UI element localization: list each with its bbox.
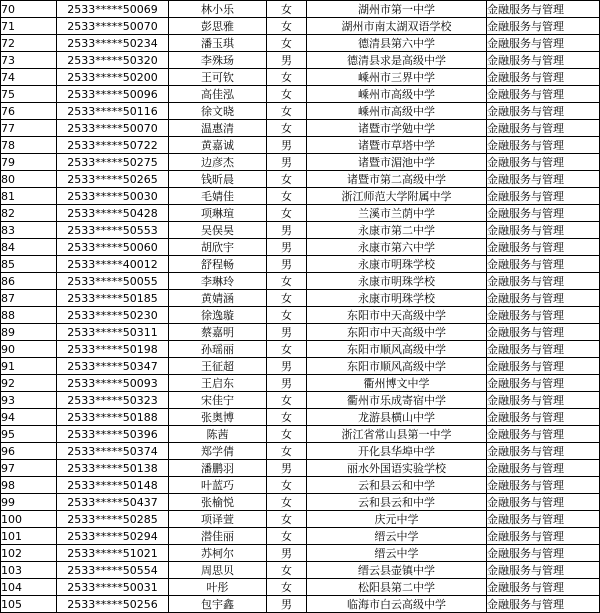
table-row [1,205,600,222]
student-name: 蔡嘉明 [169,324,267,341]
school-name: 云和县云和中学 [307,477,487,494]
student-gender: 女 [267,18,307,35]
student-gender: 女 [267,188,307,205]
student-id: 2533*****50553 [57,222,169,239]
row-number: 87 [1,290,57,307]
student-gender: 男 [267,460,307,477]
school-name: 诸暨市学勉中学 [307,120,487,137]
school-name: 浙江师范大学附属中学 [307,188,487,205]
school-name: 诸暨市湄池中学 [307,154,487,171]
major-name: 金融服务与管理 [487,460,600,477]
student-name: 胡欣宇 [169,239,267,256]
table-row [1,528,600,545]
row-number: 81 [1,188,57,205]
row-number: 95 [1,426,57,443]
row-number: 93 [1,392,57,409]
student-gender: 女 [267,86,307,103]
major-name: 金融服务与管理 [487,18,600,35]
student-id: 2533*****50437 [57,494,169,511]
major-name: 金融服务与管理 [487,103,600,120]
student-gender: 女 [267,69,307,86]
student-name: 叶彤 [169,579,267,596]
student-gender: 男 [267,137,307,154]
student-name: 徐逸璇 [169,307,267,324]
major-name: 金融服务与管理 [487,35,600,52]
student-gender: 女 [267,409,307,426]
school-name: 永康市明珠学校 [307,256,487,273]
student-id: 2533*****50096 [57,86,169,103]
school-name: 缙云中学 [307,545,487,562]
student-id: 2533*****50198 [57,341,169,358]
student-name: 包宇鑫 [169,596,267,613]
student-gender: 女 [267,443,307,460]
student-id: 2533*****50060 [57,239,169,256]
student-gender: 女 [267,171,307,188]
row-number: 100 [1,511,57,528]
school-name: 龙游县横山中学 [307,409,487,426]
student-name: 郑学倩 [169,443,267,460]
student-name: 张奥博 [169,409,267,426]
student-id: 2533*****50070 [57,120,169,137]
row-number: 79 [1,154,57,171]
student-name: 黄婧涵 [169,290,267,307]
row-number: 82 [1,205,57,222]
major-name: 金融服务与管理 [487,579,600,596]
table-row [1,273,600,290]
table-row [1,52,600,69]
student-id: 2533*****50285 [57,511,169,528]
major-name: 金融服务与管理 [487,273,600,290]
major-name: 金融服务与管理 [487,409,600,426]
school-name: 浙江省常山县第一中学 [307,426,487,443]
student-name: 钱昕晨 [169,171,267,188]
student-id: 2533*****50234 [57,35,169,52]
student-name: 徐文晓 [169,103,267,120]
student-gender: 女 [267,494,307,511]
school-name: 丽水外国语实验学校 [307,460,487,477]
student-gender: 女 [267,35,307,52]
major-name: 金融服务与管理 [487,52,600,69]
table-row [1,35,600,52]
row-number: 104 [1,579,57,596]
student-gender: 男 [267,256,307,273]
major-name: 金融服务与管理 [487,477,600,494]
student-gender: 女 [267,341,307,358]
row-number: 103 [1,562,57,579]
student-gender: 女 [267,579,307,596]
student-gender: 女 [267,528,307,545]
major-name: 金融服务与管理 [487,358,600,375]
row-number: 78 [1,137,57,154]
table-row [1,477,600,494]
student-name: 高佳泓 [169,86,267,103]
school-name: 东阳市顺风高级中学 [307,341,487,358]
school-name: 衢州市乐成寄宿中学 [307,392,487,409]
student-name: 潘玉琪 [169,35,267,52]
major-name: 金融服务与管理 [487,290,600,307]
student-id: 2533*****50069 [57,1,169,18]
table-row [1,239,600,256]
student-name: 张榆悦 [169,494,267,511]
table-row [1,341,600,358]
student-gender: 女 [267,477,307,494]
student-id: 2533*****50320 [57,52,169,69]
student-name: 林小乐 [169,1,267,18]
student-gender: 女 [267,426,307,443]
student-name: 彭思雅 [169,18,267,35]
row-number: 72 [1,35,57,52]
school-name: 永康市第二中学 [307,222,487,239]
table-row [1,69,600,86]
school-name: 嵊州市高级中学 [307,103,487,120]
row-number: 96 [1,443,57,460]
row-number: 80 [1,171,57,188]
table-row [1,154,600,171]
school-name: 永康市明珠学校 [307,273,487,290]
table-row [1,137,600,154]
school-name: 诸暨市草塔中学 [307,137,487,154]
row-number: 97 [1,460,57,477]
student-id: 2533*****40012 [57,256,169,273]
student-id: 2533*****50374 [57,443,169,460]
row-number: 77 [1,120,57,137]
table-row [1,171,600,188]
student-gender: 女 [267,290,307,307]
student-gender: 男 [267,324,307,341]
student-id: 2533*****50030 [57,188,169,205]
row-number: 89 [1,324,57,341]
student-id: 2533*****50148 [57,477,169,494]
student-gender: 女 [267,307,307,324]
school-name: 缙云县壶镇中学 [307,562,487,579]
table-row [1,1,600,18]
row-number: 90 [1,341,57,358]
school-name: 东阳市顺风高级中学 [307,358,487,375]
major-name: 金融服务与管理 [487,511,600,528]
school-name: 兰溪市兰荫中学 [307,205,487,222]
major-name: 金融服务与管理 [487,307,600,324]
row-number: 84 [1,239,57,256]
major-name: 金融服务与管理 [487,392,600,409]
student-id: 2533*****50294 [57,528,169,545]
table-row [1,409,600,426]
student-id: 2533*****50275 [57,154,169,171]
student-name: 李殊玚 [169,52,267,69]
student-name: 苏柯尔 [169,545,267,562]
table-row [1,596,600,613]
table-row [1,426,600,443]
school-name: 东阳市中天高级中学 [307,324,487,341]
table-row [1,579,600,596]
student-id: 2533*****50230 [57,307,169,324]
school-name: 松阳县第二中学 [307,579,487,596]
student-id: 2533*****50200 [57,69,169,86]
major-name: 金融服务与管理 [487,120,600,137]
major-name: 金融服务与管理 [487,375,600,392]
table-row [1,188,600,205]
school-name: 永康市第六中学 [307,239,487,256]
major-name: 金融服务与管理 [487,154,600,171]
table-row [1,460,600,477]
school-name: 德清县第六中学 [307,35,487,52]
row-number: 73 [1,52,57,69]
row-number: 74 [1,69,57,86]
row-number: 98 [1,477,57,494]
school-name: 诸暨市第二高级中学 [307,171,487,188]
student-gender: 男 [267,375,307,392]
student-id: 2533*****50722 [57,137,169,154]
school-name: 嵊州市三界中学 [307,69,487,86]
table-row [1,375,600,392]
major-name: 金融服务与管理 [487,222,600,239]
row-number: 86 [1,273,57,290]
student-id: 2533*****50554 [57,562,169,579]
major-name: 金融服务与管理 [487,69,600,86]
school-name: 临海市白云高级中学 [307,596,487,613]
major-name: 金融服务与管理 [487,171,600,188]
row-number: 76 [1,103,57,120]
table-row [1,358,600,375]
row-number: 102 [1,545,57,562]
major-name: 金融服务与管理 [487,188,600,205]
student-name: 边彦杰 [169,154,267,171]
student-name: 黄嘉诚 [169,137,267,154]
student-name: 王启东 [169,375,267,392]
table-row [1,392,600,409]
student-gender: 男 [267,239,307,256]
table-row [1,307,600,324]
major-name: 金融服务与管理 [487,205,600,222]
student-id: 2533*****50265 [57,171,169,188]
student-id: 2533*****50188 [57,409,169,426]
row-number: 71 [1,18,57,35]
student-name: 李琳玲 [169,273,267,290]
student-gender: 男 [267,545,307,562]
student-name: 项琳瑄 [169,205,267,222]
student-name: 项译萱 [169,511,267,528]
roster-body [1,1,600,613]
table-row [1,290,600,307]
major-name: 金融服务与管理 [487,86,600,103]
student-id: 2533*****50093 [57,375,169,392]
major-name: 金融服务与管理 [487,443,600,460]
student-gender: 男 [267,222,307,239]
student-name: 王可钦 [169,69,267,86]
table-row [1,222,600,239]
student-name: 潜佳丽 [169,528,267,545]
table-row [1,545,600,562]
student-name: 叶蓝巧 [169,477,267,494]
major-name: 金融服务与管理 [487,137,600,154]
major-name: 金融服务与管理 [487,494,600,511]
student-id: 2533*****50428 [57,205,169,222]
major-name: 金融服务与管理 [487,341,600,358]
student-gender: 女 [267,273,307,290]
row-number: 75 [1,86,57,103]
school-name: 湖州市第一中学 [307,1,487,18]
student-gender: 男 [267,52,307,69]
row-number: 70 [1,1,57,18]
student-gender: 女 [267,562,307,579]
student-name: 温惠清 [169,120,267,137]
row-number: 105 [1,596,57,613]
student-name: 宋佳宁 [169,392,267,409]
major-name: 金融服务与管理 [487,324,600,341]
major-name: 金融服务与管理 [487,256,600,273]
student-name: 周思贝 [169,562,267,579]
row-number: 83 [1,222,57,239]
student-id: 2533*****50323 [57,392,169,409]
school-name: 衢州博文中学 [307,375,487,392]
table-row [1,18,600,35]
student-id: 2533*****50311 [57,324,169,341]
school-name: 东阳市中天高级中学 [307,307,487,324]
student-gender: 男 [267,596,307,613]
student-id: 2533*****51021 [57,545,169,562]
student-id: 2533*****50396 [57,426,169,443]
student-id: 2533*****50138 [57,460,169,477]
student-id: 2533*****50347 [57,358,169,375]
school-name: 云和县云和中学 [307,494,487,511]
student-gender: 女 [267,120,307,137]
student-name: 王征超 [169,358,267,375]
table-row [1,511,600,528]
major-name: 金融服务与管理 [487,1,600,18]
major-name: 金融服务与管理 [487,545,600,562]
student-name: 潘鹏羽 [169,460,267,477]
major-name: 金融服务与管理 [487,426,600,443]
school-name: 开化县华埠中学 [307,443,487,460]
row-number: 92 [1,375,57,392]
student-gender: 女 [267,205,307,222]
student-gender: 女 [267,1,307,18]
student-gender: 男 [267,358,307,375]
student-gender: 女 [267,392,307,409]
table-row [1,494,600,511]
table-row [1,103,600,120]
student-id: 2533*****50185 [57,290,169,307]
student-id: 2533*****50070 [57,18,169,35]
student-id: 2533*****50116 [57,103,169,120]
table-row [1,256,600,273]
school-name: 德清县求是高级中学 [307,52,487,69]
major-name: 金融服务与管理 [487,528,600,545]
table-row [1,120,600,137]
table-row [1,86,600,103]
row-number: 85 [1,256,57,273]
row-number: 88 [1,307,57,324]
school-name: 嵊州市高级中学 [307,86,487,103]
school-name: 永康市明珠学校 [307,290,487,307]
row-number: 101 [1,528,57,545]
student-name: 陈茜 [169,426,267,443]
table-row [1,324,600,341]
student-name: 毛婧佳 [169,188,267,205]
student-gender: 女 [267,511,307,528]
table-row [1,443,600,460]
student-id: 2533*****50256 [57,596,169,613]
student-gender: 男 [267,154,307,171]
major-name: 金融服务与管理 [487,596,600,613]
major-name: 金融服务与管理 [487,562,600,579]
student-name: 吴俣昊 [169,222,267,239]
school-name: 湖州市南太湖双语学校 [307,18,487,35]
row-number: 99 [1,494,57,511]
student-gender: 女 [267,103,307,120]
school-name: 缙云中学 [307,528,487,545]
student-name: 孙瑶丽 [169,341,267,358]
major-name: 金融服务与管理 [487,239,600,256]
school-name: 庆元中学 [307,511,487,528]
student-id: 2533*****50055 [57,273,169,290]
student-name: 舒程畅 [169,256,267,273]
row-number: 94 [1,409,57,426]
row-number: 91 [1,358,57,375]
student-id: 2533*****50031 [57,579,169,596]
